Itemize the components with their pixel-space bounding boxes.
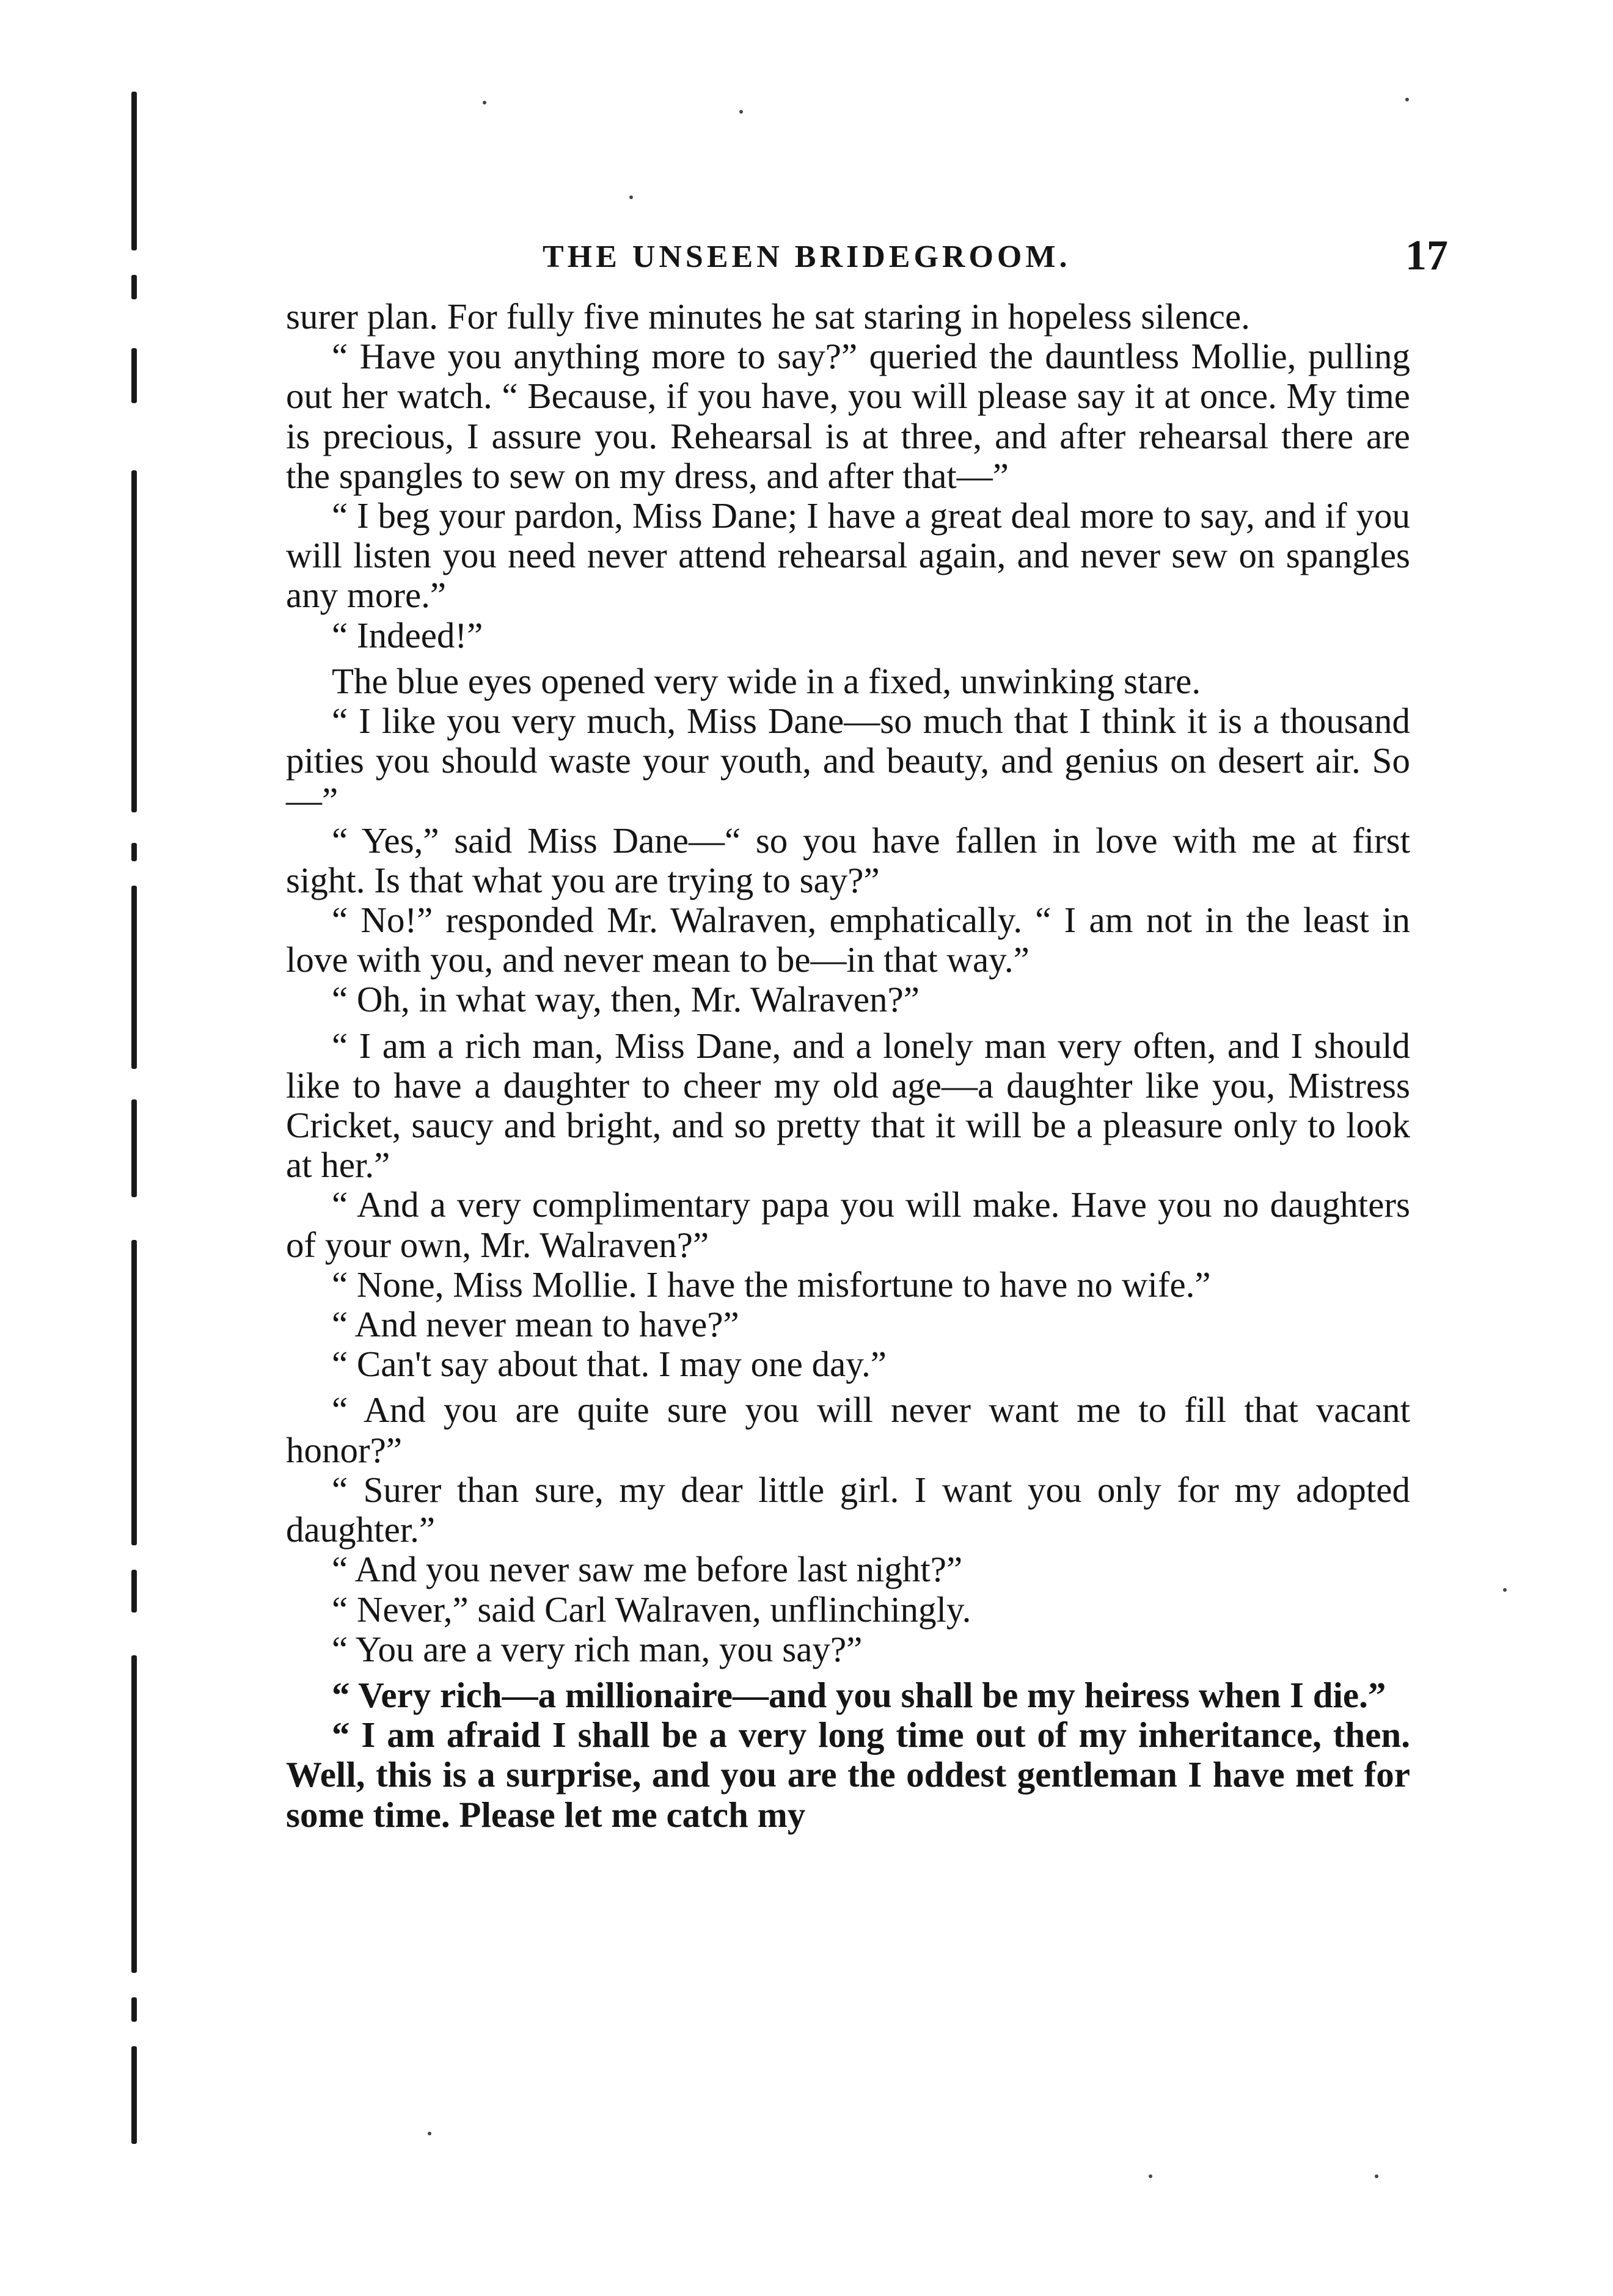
running-title: THE UNSEEN BRIDEGROOM.	[543, 239, 1071, 274]
binding-mark	[131, 886, 137, 1069]
running-head	[286, 232, 1448, 284]
binding-mark	[131, 1997, 137, 2022]
ink-speck	[428, 2132, 431, 2135]
binding-mark	[131, 348, 137, 403]
paragraph: “ And you are quite sure you will never want me to fill that vacant honor?”	[286, 1390, 1410, 1470]
binding-mark	[131, 1655, 137, 1973]
ink-speck	[1149, 2174, 1152, 2178]
paragraph: “ And never mean to have?”	[332, 1304, 739, 1345]
ink-speck	[1405, 98, 1409, 101]
binding-mark	[131, 1240, 137, 1545]
paragraph: “ Very rich—a millionaire—and you shall be my heiress when I die.”	[332, 1674, 1386, 1715]
binding-mark	[131, 470, 137, 812]
paragraph: “ Indeed!”	[332, 614, 483, 655]
paragraph: “ Never,” said Carl Walraven, unflinchingly.	[332, 1589, 971, 1630]
binding-mark	[131, 843, 137, 861]
paragraph: surer plan. For fully five minutes he sat staring in hopeless silence.	[286, 296, 1250, 337]
paragraph: “ I am afraid I shall be a very long time out of my inheritance, then. Well, this is a surprise, and you are the oddest gentleman I have met for some time. Please let me catch my	[286, 1715, 1410, 1835]
paragraph: The blue eyes opened very wide in a fixed, unwinking stare.	[332, 660, 1201, 701]
page-number: 17	[1405, 232, 1448, 279]
ink-speck	[483, 101, 486, 104]
binding-mark	[131, 275, 137, 299]
binding-mark	[131, 92, 137, 250]
binding-mark	[131, 2046, 137, 2144]
text-body	[286, 297, 1410, 1835]
binding-edge	[125, 92, 150, 2144]
ink-speck	[1503, 1588, 1507, 1592]
paragraph: “ Yes,” said Miss Dane—“ so you have fallen in love with me at first sight. Is that what you are trying to say?”	[286, 820, 1410, 900]
paragraph: “ No!” responded Mr. Walraven, emphatically. “ I am not in the least in love with you, and never mean to be—in that way.”	[286, 900, 1410, 980]
paragraph: “ I am a rich man, Miss Dane, and a lonely man very often, and I should like to have a daughter to cheer my old age—a daughter like you, Mistress Cricket, saucy and bright, and so pretty that it will be a pleasure only to look at her.”	[286, 1025, 1410, 1186]
paragraph: “ And you never saw me before last night?”	[332, 1549, 963, 1590]
binding-mark	[131, 1099, 137, 1197]
paragraph: “ Surer than sure, my dear little girl. I want you only for my adopted daughter.”	[286, 1469, 1410, 1550]
paragraph: “ I beg your pardon, Miss Dane; I have a great deal more to say, and if you will listen you need never attend rehearsal again, and never sew on spangles any more.”	[286, 495, 1410, 616]
ink-speck	[739, 110, 743, 114]
paragraph: “ Can't say about that. I may one day.”	[332, 1344, 887, 1385]
paragraph: “ Have you anything more to say?” queried the dauntless Mollie, pulling out her watch. “ Because, if you have, you will please say it at once. My time is precious, I assure you. Rehearsal is at three, and after rehearsal there are the spangles to sew on my dress, and after that—”	[286, 336, 1410, 496]
paragraph: “ And a very complimentary papa you will make. Have you no daughters of your own, Mr. Walraven?”	[286, 1184, 1410, 1265]
ink-speck	[629, 195, 633, 199]
paragraph: “ You are a very rich man, you say?”	[332, 1628, 863, 1669]
ink-speck	[1375, 2174, 1378, 2178]
paragraph: “ I like you very much, Miss Dane—so much that I think it is a thousand pities you should waste your youth, and beauty, and genius on desert air. So—”	[286, 701, 1410, 821]
paragraph: “ Oh, in what way, then, Mr. Walraven?”	[332, 979, 920, 1020]
binding-mark	[131, 1570, 137, 1613]
paragraph: “ None, Miss Mollie. I have the misfortune to have no wife.”	[332, 1264, 1211, 1305]
